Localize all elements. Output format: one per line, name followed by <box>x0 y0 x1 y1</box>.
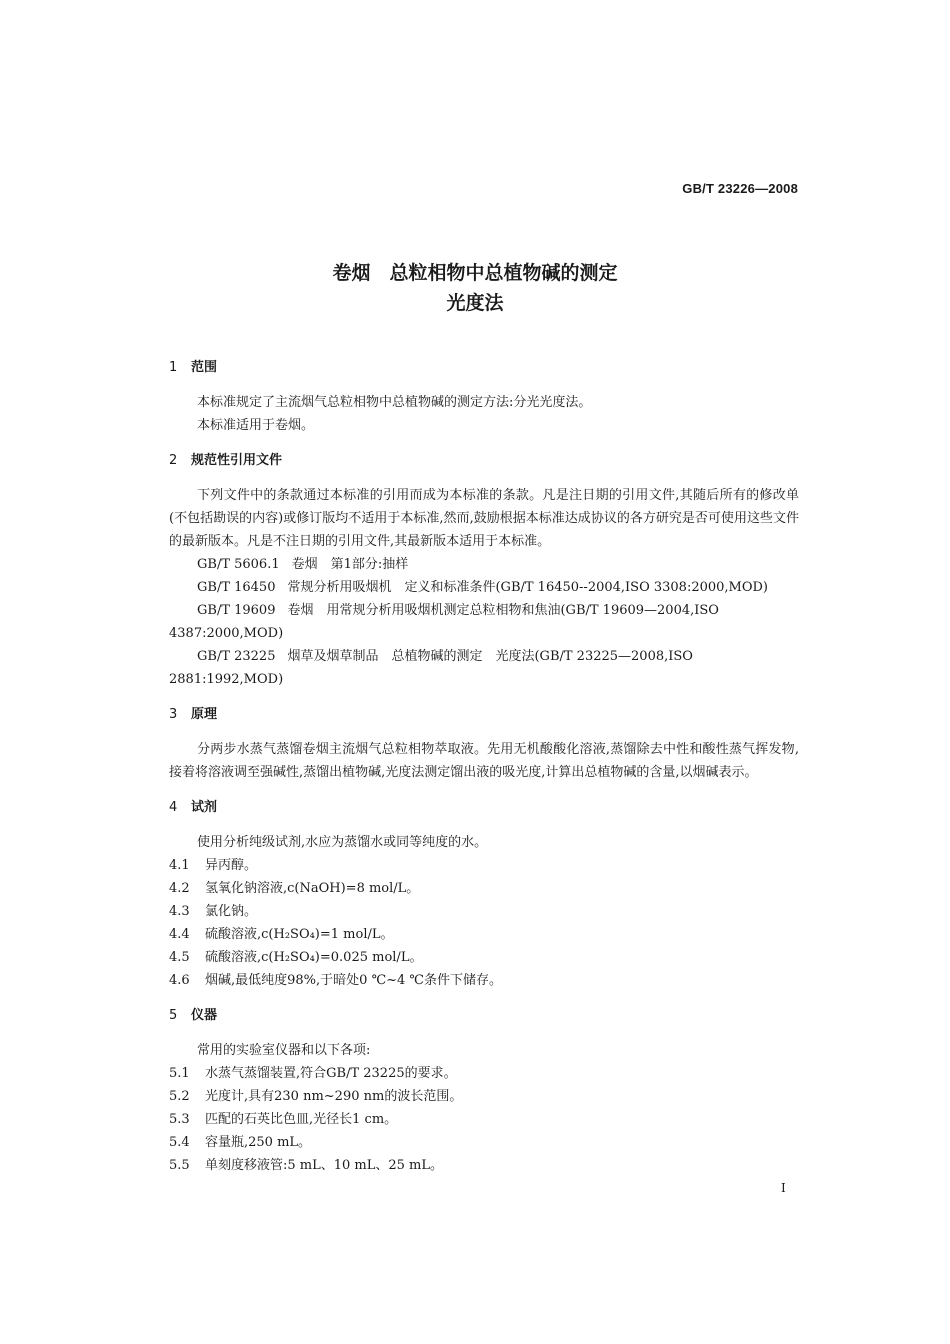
apparatus-item: 5.1 水蒸气蒸馏装置,符合GB/T 23225的要求。 <box>169 1066 457 1081</box>
reagent-item: 4.5 硫酸溶液,c(H₂SO₄)=0.025 mol/L。 <box>169 950 423 965</box>
title-line-1: 卷烟 总粒相物中总植物碱的测定 <box>332 262 618 284</box>
reference-item: GB/T 19609 卷烟 用常规分析用吸烟机测定总粒相物和焦油(GB/T 19609—2004,ISO 4387:2000,MOD) <box>169 603 719 641</box>
section-5-paragraph: 常用的实验室仪器和以下各项: <box>197 1043 371 1058</box>
reagent-item: 4.4 硫酸溶液,c(H₂SO₄)=1 mol/L。 <box>169 927 394 942</box>
reference-item: GB/T 5606.1 卷烟 第1部分:抽样 <box>197 557 409 572</box>
document-title <box>0 258 950 318</box>
section-2-paragraph: 下列文件中的条款通过本标准的引用而成为本标准的条款。凡是注日期的引用文件,其随后所有的修改单(不包括勘误的内容)或修订版均不适用于本标准,然而,鼓励根据本标准达成协议的各方研究是否可使用这些文件的最新版本。凡是不注日期的引用文件,其最新版本适用于本标准。 <box>169 488 799 549</box>
document-body <box>169 356 799 1177</box>
section-1-paragraph: 本标准适用于卷烟。 <box>197 418 315 433</box>
section-1-heading: 1 范围 <box>169 360 218 375</box>
standard-code: GB/T 23226—2008 <box>682 181 798 196</box>
reference-item: GB/T 23225 烟草及烟草制品 总植物碱的测定 光度法(GB/T 23225—2008,ISO 2881:1992,MOD) <box>169 649 693 687</box>
apparatus-item: 5.3 匹配的石英比色皿,光径长1 cm。 <box>169 1112 398 1127</box>
apparatus-item: 5.2 光度计,具有230 nm~290 nm的波长范围。 <box>169 1089 463 1104</box>
reagent-item: 4.1 异丙醇。 <box>169 858 258 873</box>
section-3-paragraph: 分两步水蒸气蒸馏卷烟主流烟气总粒相物萃取液。先用无机酸酸化溶液,蒸馏除去中性和酸性蒸气挥发物,接着将溶液调至强碱性,蒸馏出植物碱,光度法测定馏出液的吸光度,计算出总植物碱的含量,以烟碱表示。 <box>169 742 799 780</box>
apparatus-item: 5.5 单刻度移液管:5 mL、10 mL、25 mL。 <box>169 1158 444 1173</box>
section-4-paragraph: 使用分析纯级试剂,水应为蒸馏水或同等纯度的水。 <box>197 835 488 850</box>
reference-item: GB/T 16450 常规分析用吸烟机 定义和标准条件(GB/T 16450--2004,ISO 3308:2000,MOD) <box>197 580 769 595</box>
page-number: I <box>781 1181 786 1195</box>
apparatus-item: 5.4 容量瓶,250 mL。 <box>169 1135 312 1150</box>
section-1-paragraph: 本标准规定了主流烟气总粒相物中总植物碱的测定方法:分光光度法。 <box>197 395 592 410</box>
title-line-2: 光度法 <box>446 292 504 314</box>
section-4-heading: 4 试剂 <box>169 800 218 815</box>
reagent-item: 4.3 氯化钠。 <box>169 904 258 919</box>
section-3-heading: 3 原理 <box>169 707 218 722</box>
reagent-item: 4.2 氢氧化钠溶液,c(NaOH)=8 mol/L。 <box>169 881 420 896</box>
reagent-item: 4.6 烟碱,最低纯度98%,于暗处0 ℃~4 ℃条件下储存。 <box>169 973 502 988</box>
section-2-heading: 2 规范性引用文件 <box>169 453 283 468</box>
section-5-heading: 5 仪器 <box>169 1008 218 1023</box>
